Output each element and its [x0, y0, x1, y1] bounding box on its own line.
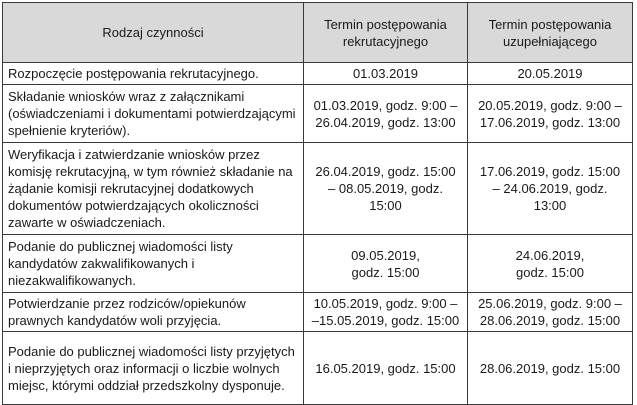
- header-supplementary-deadline: Termin postępowania uzupełniającego: [468, 3, 633, 63]
- table-row: [3, 293, 633, 332]
- recruitment-date-cell: 26.04.2019, godz. 15:00 – 08.05.2019, godz. 15:00: [304, 143, 468, 235]
- activity-cell: Składanie wniosków wraz z załącznikami (oświadczeniami i dokumentami potwierdzającymi spełnienie kryteriów).: [3, 85, 304, 143]
- supplementary-date-cell: 28.06.2019, godz. 15:00: [468, 332, 633, 405]
- activity-cell: Rozpoczęcie postępowania rekrutacyjnego.: [3, 63, 304, 85]
- activity-cell: Podanie do publicznej wiadomości listy kandydatów zakwalifikowanych i niezakwalifikowanych.: [3, 235, 304, 293]
- activity-cell: Podanie do publicznej wiadomości listy przyjętych i nieprzyjętych oraz informacji o liczbie wolnych miejsc, którymi oddział przedszkolny dysponuje.: [3, 332, 304, 405]
- supplementary-date-cell: 20.05.2019: [468, 63, 633, 85]
- supplementary-date-cell: 25.06.2019, godz. 9:00 – 28.06.2019, godz. 15:00: [468, 293, 633, 332]
- table-row: [3, 143, 633, 235]
- header-recruitment-deadline: Termin postępowania rekrutacyjnego: [304, 3, 468, 63]
- table-row: [3, 63, 633, 85]
- supplementary-date-cell: 24.06.2019, godz. 15:00: [468, 235, 633, 293]
- table-row: [3, 85, 633, 143]
- supplementary-date-cell: 20.05.2019, godz. 9:00 – 17.06.2019, godz. 13:00: [468, 85, 633, 143]
- table-row: [3, 235, 633, 293]
- table-header-row: [3, 3, 633, 63]
- supplementary-date-cell: 17.06.2019, godz. 15:00 – 24.06.2019, godz. 13:00: [468, 143, 633, 235]
- table-row: [3, 332, 633, 405]
- header-activity-type: Rodzaj czynności: [3, 3, 304, 63]
- recruitment-date-cell: 10.05.2019, godz. 9:00 – –15.05.2019, godz. 15:00: [304, 293, 468, 332]
- recruitment-date-cell: 16.05.2019, godz. 15:00: [304, 332, 468, 405]
- activity-cell: Potwierdzanie przez rodziców/opiekunów prawnych kandydatów woli przyjęcia.: [3, 293, 304, 332]
- recruitment-date-cell: 01.03.2019: [304, 63, 468, 85]
- activity-cell: Weryfikacja i zatwierdzanie wniosków przez komisję rekrutacyjną, w tym również składanie na żądanie komisji rekrutacyjnej dodatkowych dokumentów potwierdzających okoliczności zawarte w oświadczeniach.: [3, 143, 304, 235]
- schedule-table-container: [2, 2, 632, 396]
- recruitment-date-cell: 09.05.2019, godz. 15:00: [304, 235, 468, 293]
- recruitment-schedule-table: [2, 2, 633, 405]
- recruitment-date-cell: 01.03.2019, godz. 9:00 – 26.04.2019, godz. 13:00: [304, 85, 468, 143]
